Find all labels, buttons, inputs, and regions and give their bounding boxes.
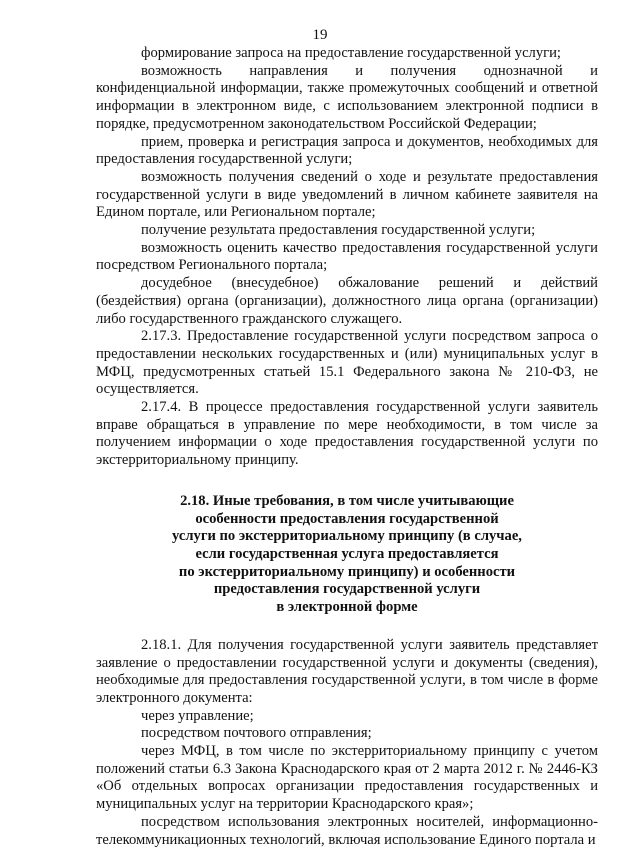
- heading-line: если государственная услуга предоставляется: [195, 545, 499, 562]
- paragraph: возможность получения сведений о ходе и результате предоставления государственной услуги в виде уведомлений в личном кабинете заявителя на Едином портале, или Региональном портале;: [96, 168, 598, 221]
- heading-line: 2.18. Иные требования, в том числе учитывающие: [180, 492, 514, 509]
- paragraph: через управление;: [141, 707, 254, 724]
- paragraph: формирование запроса на предоставление государственной услуги;: [141, 45, 561, 61]
- paragraph: посредством использования электронных носителей, информационно-телекоммуникационных технологий, включая использование Единого портала и: [96, 813, 598, 848]
- paragraph: возможность направления и получения однозначной и конфиденциальной информации, также промежуточных сообщений и ответной информации в электронном виде, с использованием электронной подписи в порядке, предусмотренном законодательством Российской Федерации;: [96, 62, 598, 132]
- heading-line: предоставления государственной услуги: [213, 581, 481, 598]
- paragraph: посредством почтового отправления;: [141, 725, 372, 742]
- paragraph: прием, проверка и регистрация запроса и документов, необходимых для предоставления государственной услуги;: [96, 133, 598, 168]
- heading-line: в электронной форме: [276, 599, 418, 616]
- paragraph: получение результата предоставления государственной услуги;: [141, 222, 536, 239]
- paragraph: 2.17.4. В процессе предоставления государственной услуги заявитель вправе обращаться в управление по мере необходимости, в том числе за получением информации о ходе предоставления государственной услуги по экстерриториальному принципу.: [96, 399, 598, 469]
- page-number: 19: [312, 27, 328, 43]
- paragraph: через МФЦ, в том числе по экстерриториальному принципу с учетом положений статьи 6.3 Закона Краснодарского края от 2 марта 2012 г. № 2446-КЗ «Об отдельных вопросах организации предоставления государственных и муниципальных услуг на территории Краснодарского края»;: [96, 743, 598, 813]
- paragraph: досудебное (внесудебное) обжалование решений и действий (бездействия) органа (организации), должностного лица органа (организации) либо государственного гражданского служащего.: [96, 275, 598, 327]
- paragraph: 2.18.1. Для получения государственной услуги заявитель представляет заявление о предоставлении государственной услуги и документы (сведения), необходимые для предоставления государственной услуги, в том числе в форме электронного документа:: [96, 636, 598, 706]
- document-body: [96, 45, 598, 849]
- top-paragraphs: [96, 45, 598, 470]
- paragraph: возможность оценить качество предоставления государственной услуги посредством Регионального портала;: [96, 239, 598, 274]
- section-heading: [96, 493, 598, 617]
- heading-line: по экстерриториальному принципу) и особенности: [178, 563, 516, 580]
- bottom-paragraphs: [96, 637, 598, 849]
- heading-line: особенности предоставления государственной: [195, 510, 499, 527]
- paragraph: 2.17.3. Предоставление государственной услуги посредством запроса о предоставлении нескольких государственных и (или) муниципальных услуг в МФЦ, предусмотренных статьей 15.1 Федерального закона № 210-ФЗ, не осуществляется.: [96, 328, 598, 398]
- heading-line: услуги по экстерриториальному принципу (в случае,: [172, 528, 522, 545]
